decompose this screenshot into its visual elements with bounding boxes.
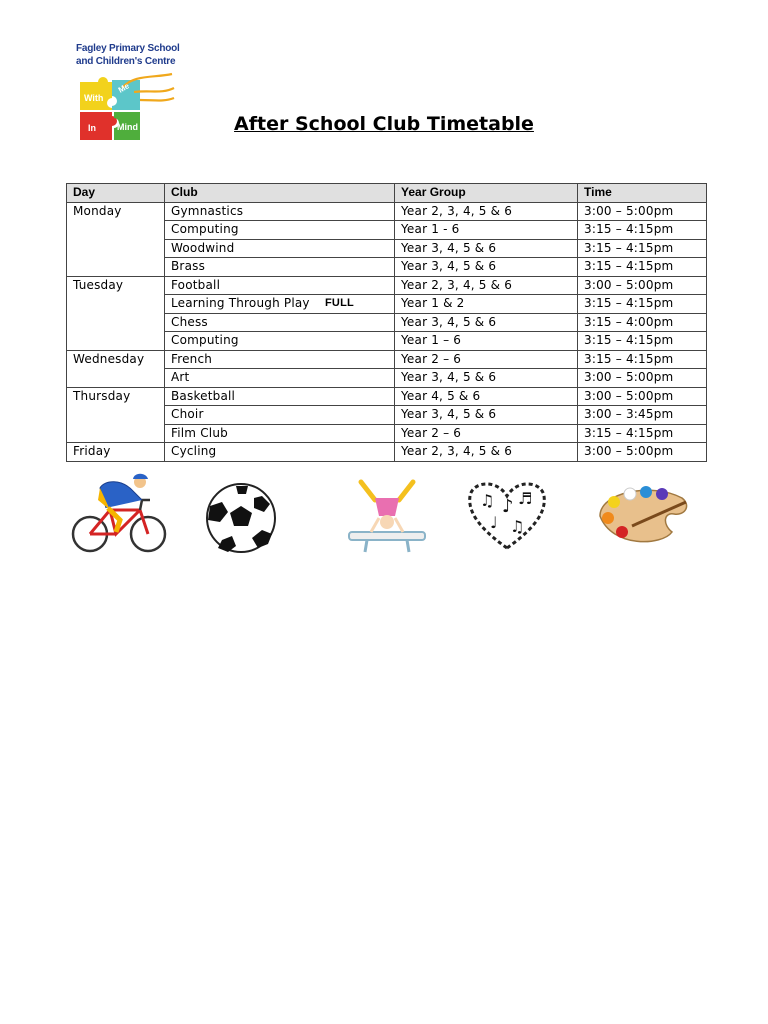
time-cell: 3:00 – 5:00pm <box>578 369 707 388</box>
page-title <box>0 113 768 135</box>
club-name: Art <box>171 370 190 384</box>
school-name-line2: and Children's Centre <box>76 56 176 67</box>
club-cell <box>165 332 395 351</box>
time-cell: 3:15 – 4:15pm <box>578 258 707 277</box>
club-cell <box>165 350 395 369</box>
time-cell: 3:00 – 5:00pm <box>578 443 707 462</box>
full-badge: FULL <box>325 297 354 309</box>
club-cell <box>165 406 395 425</box>
year-group-cell: Year 2, 3, 4, 5 & 6 <box>395 202 578 221</box>
club-cell <box>165 239 395 258</box>
cyclist-illustration <box>70 470 170 558</box>
year-group-cell: Year 2, 3, 4, 5 & 6 <box>395 276 578 295</box>
time-cell: 3:15 – 4:15pm <box>578 424 707 443</box>
day-cell: Tuesday <box>67 276 165 350</box>
header-club: Club <box>165 184 395 203</box>
club-cell <box>165 221 395 240</box>
club-name: Cycling <box>171 444 217 458</box>
time-cell: 3:00 – 5:00pm <box>578 387 707 406</box>
svg-text:♫: ♫ <box>510 517 525 536</box>
club-cell <box>165 424 395 443</box>
time-cell: 3:15 – 4:15pm <box>578 350 707 369</box>
club-name: French <box>171 351 213 366</box>
timetable <box>66 183 707 462</box>
page-title-text: After School Club Timetable <box>234 113 534 135</box>
table-row <box>67 387 707 406</box>
day-cell: Friday <box>67 443 165 462</box>
club-name: Choir <box>171 407 204 421</box>
year-group-cell: Year 2 – 6 <box>395 424 578 443</box>
time-cell: 3:15 – 4:15pm <box>578 332 707 351</box>
logo-piece-with: With <box>84 93 104 103</box>
club-name: Computing <box>171 222 239 236</box>
time-cell: 3:15 – 4:00pm <box>578 313 707 332</box>
svg-text:♬: ♬ <box>518 489 533 508</box>
svg-text:♪: ♪ <box>502 496 514 517</box>
club-name: Computing <box>171 333 239 347</box>
table-row <box>67 202 707 221</box>
year-group-cell: Year 2 – 6 <box>395 350 578 369</box>
table-header-row <box>67 184 707 203</box>
football-illustration <box>200 482 282 554</box>
time-cell: 3:15 – 4:15pm <box>578 221 707 240</box>
day-cell: Wednesday <box>67 350 165 387</box>
club-cell <box>165 369 395 388</box>
time-cell: 3:00 – 5:00pm <box>578 202 707 221</box>
club-cell <box>165 202 395 221</box>
svg-text:♫: ♫ <box>480 491 495 510</box>
music-heart-illustration <box>466 476 548 552</box>
table-body <box>67 202 707 461</box>
logo-piece-mind: Mind <box>117 122 138 132</box>
table-row <box>67 350 707 369</box>
year-group-cell: Year 3, 4, 5 & 6 <box>395 369 578 388</box>
time-cell: 3:00 – 5:00pm <box>578 276 707 295</box>
school-name <box>76 42 186 68</box>
year-group-cell: Year 1 & 2 <box>395 295 578 314</box>
header-time: Time <box>578 184 707 203</box>
time-cell: 3:00 – 3:45pm <box>578 406 707 425</box>
year-group-cell: Year 2, 3, 4, 5 & 6 <box>395 443 578 462</box>
time-cell: 3:15 – 4:15pm <box>578 239 707 258</box>
year-group-cell: Year 1 - 6 <box>395 221 578 240</box>
club-cell <box>165 295 395 314</box>
year-group-cell: Year 4, 5 & 6 <box>395 387 578 406</box>
club-name: Film Club <box>171 425 228 440</box>
table-row <box>67 443 707 462</box>
year-group-cell: Year 3, 4, 5 & 6 <box>395 313 578 332</box>
club-name: Chess <box>171 314 208 329</box>
svg-text:♩: ♩ <box>490 513 498 532</box>
year-group-cell: Year 1 – 6 <box>395 332 578 351</box>
paint-palette-illustration <box>592 482 692 548</box>
header-day: Day <box>67 184 165 203</box>
club-cell <box>165 443 395 462</box>
school-name-line1: Fagley Primary School <box>76 43 180 54</box>
club-name: Brass <box>171 259 206 273</box>
club-name: Gymnastics <box>171 203 244 218</box>
illustrations-row <box>0 470 768 560</box>
club-name: Learning Through Play <box>171 296 310 310</box>
logo-piece-in: In <box>88 123 96 133</box>
time-cell: 3:15 – 4:15pm <box>578 295 707 314</box>
year-group-cell: Year 3, 4, 5 & 6 <box>395 258 578 277</box>
club-cell <box>165 313 395 332</box>
club-name: Woodwind <box>171 240 235 255</box>
club-name: Basketball <box>171 388 236 403</box>
club-name: Football <box>171 277 221 292</box>
gymnast-illustration <box>345 476 429 556</box>
year-group-cell: Year 3, 4, 5 & 6 <box>395 406 578 425</box>
day-cell: Monday <box>67 202 165 276</box>
logo-piece-me: Me <box>116 81 131 95</box>
table-row <box>67 276 707 295</box>
header-year-group: Year Group <box>395 184 578 203</box>
club-cell <box>165 258 395 277</box>
club-cell <box>165 276 395 295</box>
year-group-cell: Year 3, 4, 5 & 6 <box>395 239 578 258</box>
club-cell <box>165 387 395 406</box>
day-cell: Thursday <box>67 387 165 443</box>
